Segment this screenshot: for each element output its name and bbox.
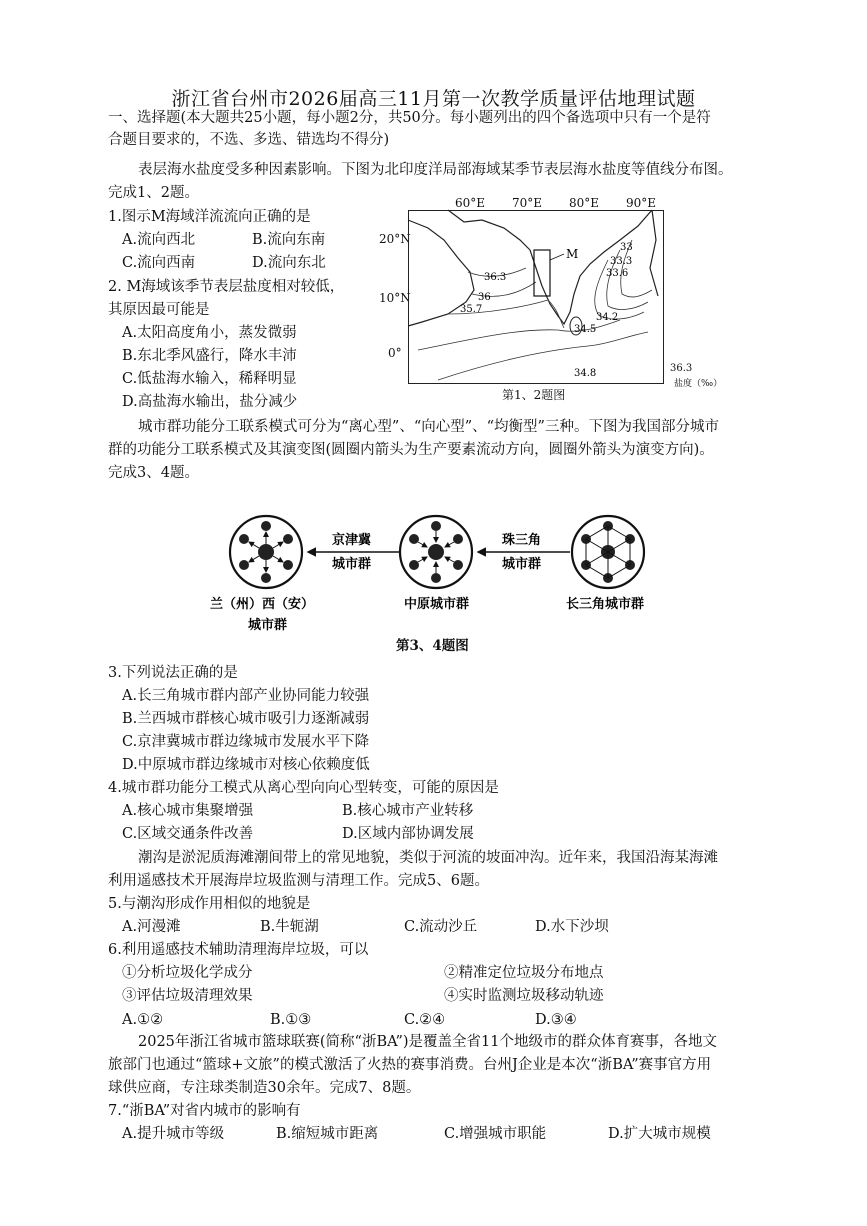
section-header-cont: 合题目要求的，不选、多选、错选均不得分) xyxy=(108,132,390,148)
arrow-label-prd: 珠三角 xyxy=(502,533,542,548)
q2-option-d[interactable]: D.高盐海水输出，盐分减少 xyxy=(122,394,298,410)
question-2-stem-cont: 其原因最可能是 xyxy=(108,302,210,318)
map-lat-20: 20°N xyxy=(379,232,411,246)
q5-option-d[interactable]: D.水下沙坝 xyxy=(535,919,609,935)
q3-option-b[interactable]: B.兰西城市群核心城市吸引力逐渐减弱 xyxy=(122,711,370,727)
q6-option-c[interactable]: C.②④ xyxy=(404,1012,446,1028)
isoline-33-3: 33.3 xyxy=(610,256,633,267)
q7-option-a[interactable]: A.提升城市等级 xyxy=(122,1126,225,1142)
isoline-34-2: 34.2 xyxy=(596,312,619,323)
centrifugal-circle xyxy=(230,516,302,588)
q7-option-d[interactable]: D.扩大城市规模 xyxy=(608,1126,711,1142)
diagram-caption: 第3、4题图 xyxy=(396,638,469,654)
q4-option-d[interactable]: D.区域内部协调发展 xyxy=(342,826,474,842)
isoline-33-6: 33.6 xyxy=(606,268,629,279)
q6-item-4: ④实时监测垃圾移动轨迹 xyxy=(444,988,604,1004)
city-cluster-diagram xyxy=(210,508,668,638)
map-legend-value: 36.3 xyxy=(670,363,693,374)
isoline-36: 36 xyxy=(478,292,491,303)
salinity-map xyxy=(408,210,664,384)
question-5-stem: 5.与潮沟形成作用相似的地貌是 xyxy=(108,896,311,912)
label-zhongyuan: 中原城市群 xyxy=(404,597,470,612)
question-3-stem: 3.下列说法正确的是 xyxy=(108,665,238,681)
map-legend-unit: 盐度（‰） xyxy=(674,379,723,389)
map-lon-90: 90°E xyxy=(626,196,657,210)
isoline-33: 33 xyxy=(620,242,633,253)
q6-option-b[interactable]: B.①③ xyxy=(270,1012,312,1028)
intro-q5-6: 潮沟是淤泥质海滩潮间带上的常见地貌，类似于河流的坡面冲沟。近年来，我国沿海某海滩 xyxy=(138,850,718,866)
q3-option-c[interactable]: C.京津冀城市群边缘城市发展水平下降 xyxy=(122,734,370,750)
q3-option-a[interactable]: A.长三角城市群内部产业协同能力较强 xyxy=(122,688,370,704)
q6-item-2: ②精准定位垃圾分布地点 xyxy=(444,965,604,981)
q1-option-d[interactable]: D.流向东北 xyxy=(252,255,326,271)
balanced-circle xyxy=(572,516,644,588)
section-header: 一、选择题(本大题共25小题，每小题2分，共50分。每小题列出的四个备选项中只有一个是符 xyxy=(108,110,711,126)
question-6-stem: 6.利用遥感技术辅助清理海岸垃圾，可以 xyxy=(108,942,369,958)
intro-q5-6-cont: 利用遥感技术开展海岸垃圾监测与清理工作。完成5、6题。 xyxy=(108,873,489,889)
question-4-stem: 4.城市群功能分工模式从离心型向向心型转变，可能的原因是 xyxy=(108,780,499,796)
isoline-35-7: 35.7 xyxy=(460,304,483,315)
q6-option-d[interactable]: D.③④ xyxy=(535,1012,577,1028)
q2-option-c[interactable]: C.低盐海水输入，稀释明显 xyxy=(122,371,297,387)
map-lat-0: 0° xyxy=(388,346,402,360)
q3-option-d[interactable]: D.中原城市群边缘城市对核心依赖度低 xyxy=(122,757,370,773)
q1-option-c[interactable]: C.流向西南 xyxy=(122,255,196,271)
map-caption: 第1、2题图 xyxy=(502,388,566,402)
q4-option-c[interactable]: C.区域交通条件改善 xyxy=(122,826,254,842)
isoline-36-3: 36.3 xyxy=(484,272,507,283)
label-lanxi-2: 城市群 xyxy=(248,618,288,633)
question-7-stem: 7.“浙BA”对省内城市的影响有 xyxy=(108,1103,301,1119)
map-lon-70: 70°E xyxy=(512,196,543,210)
isoline-34-8: 34.8 xyxy=(574,368,597,379)
q1-option-a[interactable]: A.流向西北 xyxy=(122,232,196,248)
map-lon-60: 60°E xyxy=(455,196,486,210)
intro-q7-8-cont: 旅部门也通过“篮球+文旅”的模式激活了火热的赛事消费。台州J企业是本次“浙BA”赛事官方用 xyxy=(108,1057,712,1073)
map-lat-10: 10°N xyxy=(379,291,411,305)
question-1-stem: 1.图示M海域洋流流向正确的是 xyxy=(108,209,311,225)
arrow-label-jjj-2: 城市群 xyxy=(332,557,372,572)
map-label-m: M xyxy=(566,247,579,261)
arrow-label-jjj: 京津冀 xyxy=(332,533,372,548)
q7-option-b[interactable]: B.缩短城市距离 xyxy=(276,1126,379,1142)
intro-q3-4-cont: 群的功能分工联系模式及其演变图(圆圈内箭头为生产要素流动方向，圆圈外箭头为演变方向)。 xyxy=(108,442,714,458)
question-2-stem: 2. M海域该季节表层盐度相对较低， xyxy=(108,279,345,295)
centripetal-circle xyxy=(400,516,472,588)
intro-q1-2-cont: 完成1、2题。 xyxy=(108,185,199,201)
intro-q3-4-cont2: 完成3、4题。 xyxy=(108,465,199,481)
q6-item-1: ①分析垃圾化学成分 xyxy=(122,965,253,981)
q4-option-b[interactable]: B.核心城市产业转移 xyxy=(342,803,474,819)
map-lon-80: 80°E xyxy=(569,196,600,210)
intro-q1-2: 表层海水盐度受多种因素影响。下图为北印度洋局部海域某季节表层海水盐度等值线分布图。 xyxy=(138,162,733,178)
intro-q7-8: 2025年浙江省城市篮球联赛(简称“浙BA”)是覆盖全省11个地级市的群众体育赛事，各地文 xyxy=(138,1034,717,1050)
intro-q3-4: 城市群功能分工联系模式可分为“离心型”、“向心型”、“均衡型”三种。下图为我国部分城市 xyxy=(138,419,719,435)
page-title: 浙江省台州市2026届高三11月第一次教学质量评估地理试题 xyxy=(171,88,696,110)
q6-option-a[interactable]: A.①② xyxy=(122,1012,164,1028)
q5-option-a[interactable]: A.河漫滩 xyxy=(122,919,181,935)
q7-option-c[interactable]: C.增强城市职能 xyxy=(444,1126,547,1142)
intro-q7-8-cont2: 球供应商，专注球类制造30余年。完成7、8题。 xyxy=(108,1080,421,1096)
q4-option-a[interactable]: A.核心城市集聚增强 xyxy=(122,803,254,819)
q5-option-c[interactable]: C.流动沙丘 xyxy=(404,919,478,935)
label-lanxi: 兰（州）西（安） xyxy=(210,597,315,612)
q5-option-b[interactable]: B.牛轭湖 xyxy=(260,919,319,935)
label-changsanjiao: 长三角城市群 xyxy=(566,597,645,612)
q6-item-3: ③评估垃圾清理效果 xyxy=(122,988,253,1004)
q2-option-a[interactable]: A.太阳高度角小，蒸发微弱 xyxy=(122,325,297,341)
arrow-label-prd-2: 城市群 xyxy=(502,557,542,572)
q1-option-b[interactable]: B.流向东南 xyxy=(252,232,326,248)
isoline-34-5: 34.5 xyxy=(574,324,597,335)
q2-option-b[interactable]: B.东北季风盛行，降水丰沛 xyxy=(122,348,297,364)
